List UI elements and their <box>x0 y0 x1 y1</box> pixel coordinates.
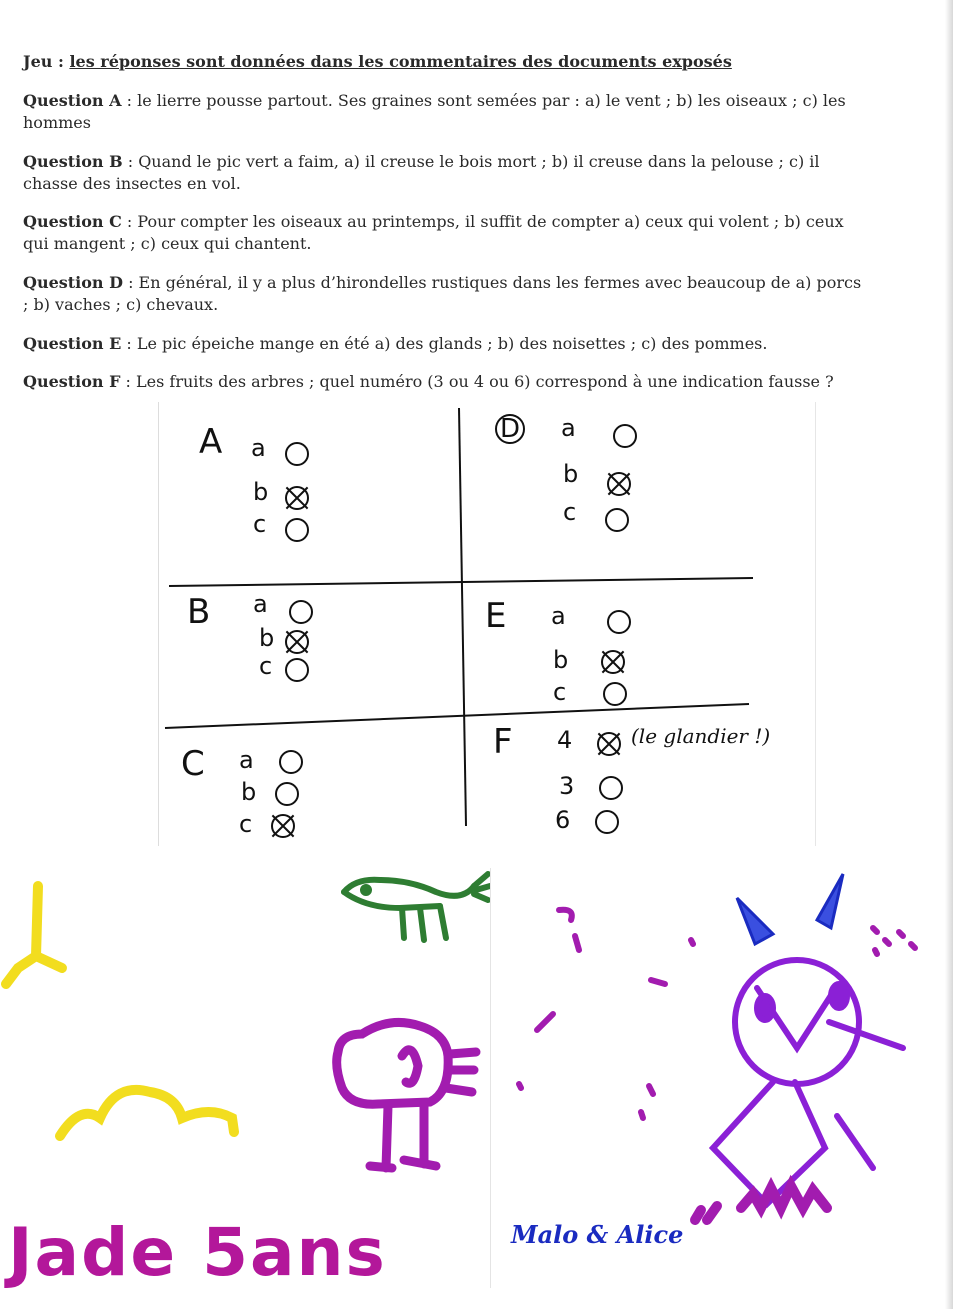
question-e-label: Question E <box>23 334 122 353</box>
question-c <box>23 211 863 255</box>
cell-d-circle-b-checked <box>607 472 631 496</box>
cell-b-circle-a <box>289 600 313 624</box>
cell-f-option-4: 4 <box>557 726 573 754</box>
cell-e-option-a: a <box>551 602 566 630</box>
cell-f-letter: F <box>493 722 513 762</box>
question-c-text: : Pour compter les oiseaux au printemps, il suffit de compter a) ceux qui volent ; b) ceux qui mangent ; c) ceux qui chantent. <box>23 212 844 253</box>
child-drawing-right <box>490 868 923 1288</box>
signature-left: Jade 5ans <box>8 1214 387 1291</box>
cell-d-option-b: b <box>563 460 579 488</box>
question-a <box>23 90 863 134</box>
cell-a-letter: A <box>199 422 223 462</box>
question-d <box>23 272 863 316</box>
cell-f-option-6: 6 <box>555 806 571 834</box>
question-b-label: Question B <box>23 152 123 171</box>
cell-b-circle-b-checked <box>285 630 309 654</box>
cell-c-option-c: c <box>239 810 253 838</box>
question-d-text: : En général, il y a plus d’hirondelles rustiques dans les fermes avec beaucoup de a) porcs ; b) vaches ; c) chevaux. <box>23 273 862 314</box>
cell-f-option-3: 3 <box>559 772 575 800</box>
question-d-label: Question D <box>23 273 123 292</box>
cell-d-letter: D <box>495 414 525 444</box>
cell-b-circle-c <box>285 658 309 682</box>
signature-right: Malo & Alice <box>511 1220 684 1249</box>
question-f-label: Question F <box>23 372 121 391</box>
cell-c-circle-a <box>279 750 303 774</box>
cell-f-circle-3 <box>599 776 623 800</box>
cell-c-option-b: b <box>241 778 257 806</box>
question-f-text: : Les fruits des arbres ; quel numéro (3 ou 4 ou 6) correspond à une indication fausse ? <box>120 372 834 391</box>
cell-e-letter: E <box>485 596 507 636</box>
heading-lead: Jeu : <box>23 52 70 71</box>
question-b-text: : Quand le pic vert a faim, a) il creuse le bois mort ; b) il creuse dans la pelouse ; c) il chasse des insectes en vol. <box>23 152 820 193</box>
cell-d-circle-c <box>605 508 629 532</box>
cell-b-option-c: c <box>259 652 273 680</box>
question-f <box>23 371 863 393</box>
question-a-label: Question A <box>23 91 122 110</box>
green-bird-drawing <box>344 874 490 940</box>
cell-b-letter: B <box>187 592 211 632</box>
cell-a-circle-a <box>285 442 309 466</box>
yellow-cloud-shape <box>60 1090 234 1136</box>
cell-a-circle-c <box>285 518 309 542</box>
cell-a-option-b: b <box>253 478 269 506</box>
cell-d-circle-a <box>613 424 637 448</box>
cell-f-circle-4-checked <box>597 732 621 756</box>
yellow-stroke-shape <box>6 886 38 984</box>
heading-underlined-text: les réponses sont données dans les commentaires des documents exposés <box>69 52 732 71</box>
question-a-text: : le lierre pousse partout. Ses graines sont semées par : a) le vent ; b) les oiseaux ; c) les hommes <box>23 91 846 132</box>
cell-f-circle-6 <box>595 810 619 834</box>
page-heading <box>23 52 732 71</box>
child-drawing-left <box>0 856 490 1309</box>
cell-c-circle-c-checked <box>271 814 295 838</box>
cell-c-letter: C <box>181 744 205 784</box>
cell-c-circle-b <box>275 782 299 806</box>
question-b <box>23 151 863 195</box>
question-c-label: Question C <box>23 212 122 231</box>
cell-c-option-a: a <box>239 746 254 774</box>
question-e-text: : Le pic épeiche mange en été a) des glands ; b) des noisettes ; c) des pommes. <box>121 334 768 353</box>
cell-a-circle-b-checked <box>285 486 309 510</box>
violet-character-drawing <box>713 960 903 1204</box>
cell-e-circle-a <box>607 610 631 634</box>
cell-b-option-b: b <box>259 624 275 652</box>
cell-b-option-a: a <box>253 590 268 618</box>
cell-e-circle-c <box>603 682 627 706</box>
cell-e-option-b: b <box>553 646 569 674</box>
cell-d-option-a: a <box>561 414 576 442</box>
cell-e-circle-b-checked <box>601 650 625 674</box>
cell-a-option-c: c <box>253 510 267 538</box>
cell-e-option-c: c <box>553 678 567 706</box>
cell-d-option-c: c <box>563 498 577 526</box>
purple-bird-drawing <box>337 1022 476 1168</box>
question-e <box>23 333 863 355</box>
blue-ears <box>737 874 843 944</box>
cell-f-note: (le glandier !) <box>631 724 771 748</box>
purple-grass <box>695 1186 827 1220</box>
cell-a-option-a: a <box>251 434 266 462</box>
page-edge-shadow <box>945 0 953 1309</box>
answer-card <box>158 402 816 846</box>
